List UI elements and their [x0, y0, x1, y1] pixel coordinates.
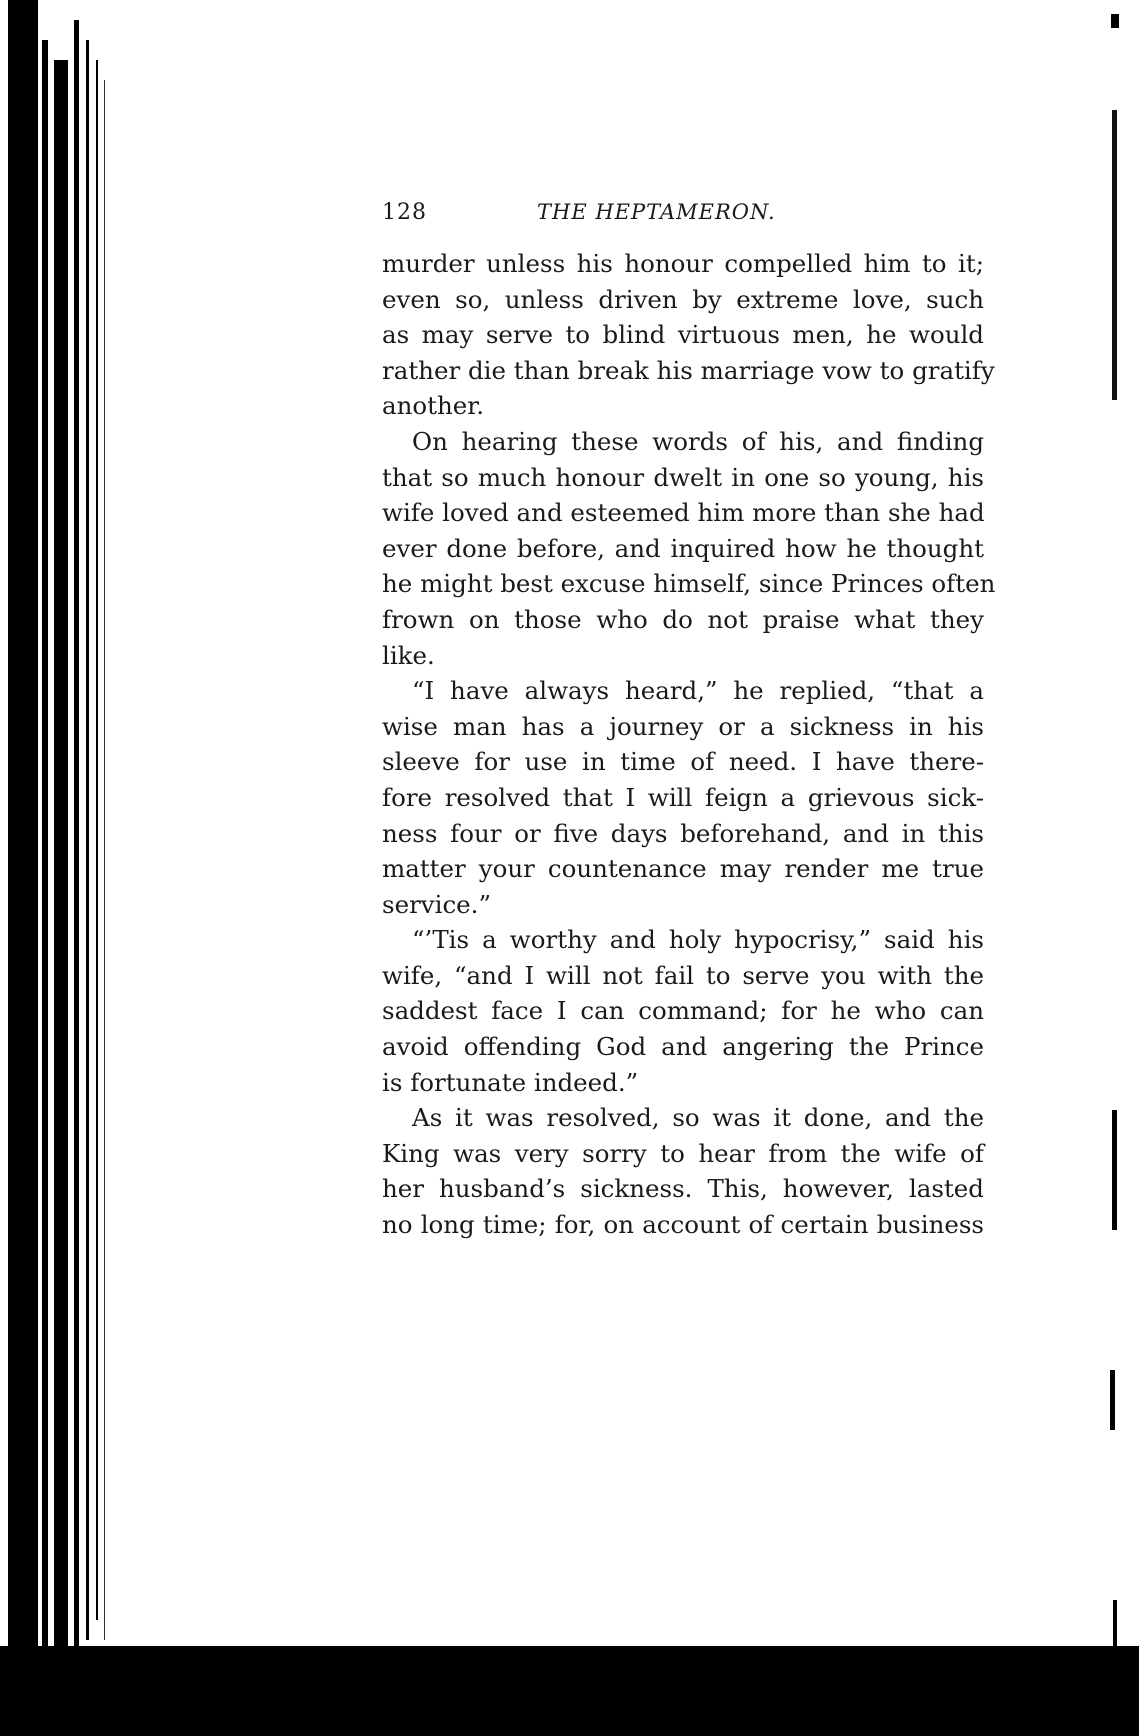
page-number: 128 — [382, 200, 427, 225]
paragraph — [382, 424, 996, 673]
text-line: wife loved and esteemed him more than she had — [382, 498, 985, 528]
text-line: saddest face I can command; for he who can — [382, 996, 984, 1026]
gutter-band — [54, 60, 68, 1660]
scan-edge-mark — [1112, 1110, 1117, 1230]
text-line: murder unless his honour compelled him to it; — [382, 249, 984, 278]
text-line: ever done before, and inquired how he thought — [382, 533, 984, 563]
paragraph — [382, 246, 995, 424]
scan-bottom-shadow — [0, 1646, 1139, 1736]
text-line: that so much honour dwelt in one so young, his — [382, 462, 984, 492]
gutter-band — [74, 20, 79, 1660]
text-line: as may serve to blind virtuous men, he would — [382, 320, 984, 350]
text-line: “I have always heard,” he replied, “that a — [412, 676, 984, 706]
text-block — [382, 200, 996, 1243]
paragraph — [382, 673, 984, 922]
text-line: fore resolved that I will feign a grievous sick- — [382, 782, 984, 812]
scan-edge-mark — [1112, 110, 1117, 400]
scan-edge-mark — [1111, 14, 1119, 28]
text-line: matter your countenance may render me true — [382, 854, 984, 884]
text-line: frown on those who do not praise what they — [382, 604, 984, 634]
text-line: even so, unless driven by extreme love, such — [382, 284, 984, 314]
text-line: rather die than break his marriage vow to gratify — [382, 355, 995, 385]
book-gutter-shadow — [0, 0, 120, 1736]
text-line: sleeve for use in time of need. I have there- — [382, 747, 984, 777]
text-line: he might best excuse himself, since Princes often — [382, 569, 996, 599]
paragraph — [382, 922, 984, 1100]
gutter-band — [86, 40, 89, 1640]
text-line: is fortunate indeed.” — [382, 1067, 639, 1097]
text-line: no long time; for, on account of certain business — [382, 1210, 984, 1240]
text-line: wise man has a journey or a sickness in his — [382, 711, 984, 741]
text-line: As it was resolved, so was it done, and the — [412, 1103, 984, 1133]
text-line: like. — [382, 640, 435, 670]
gutter-band — [8, 0, 38, 1736]
text-line: On hearing these words of his, and finding — [412, 426, 984, 456]
text-line: King was very sorry to hear from the wife of — [382, 1138, 984, 1168]
running-head — [382, 200, 984, 236]
scan-edge-mark — [1110, 1370, 1115, 1430]
text-line: service.” — [382, 889, 491, 919]
gutter-band — [96, 60, 98, 1620]
running-title: THE HEPTAMERON. — [537, 200, 776, 224]
text-line: “’Tis a worthy and holy hypocrisy,” said his — [412, 925, 984, 955]
text-line: ness four or five days beforehand, and in this — [382, 818, 984, 848]
text-line: another. — [382, 391, 485, 421]
gutter-band — [104, 80, 105, 1640]
paragraph — [382, 1100, 984, 1242]
text-line: wife, “and I will not fail to serve you with the — [382, 960, 984, 990]
gutter-band — [42, 40, 48, 1680]
text-line: avoid offending God and angering the Prince — [382, 1032, 984, 1062]
scan-edge-mark — [1113, 1600, 1117, 1650]
text-line: her husband’s sickness. This, however, lasted — [382, 1174, 984, 1204]
